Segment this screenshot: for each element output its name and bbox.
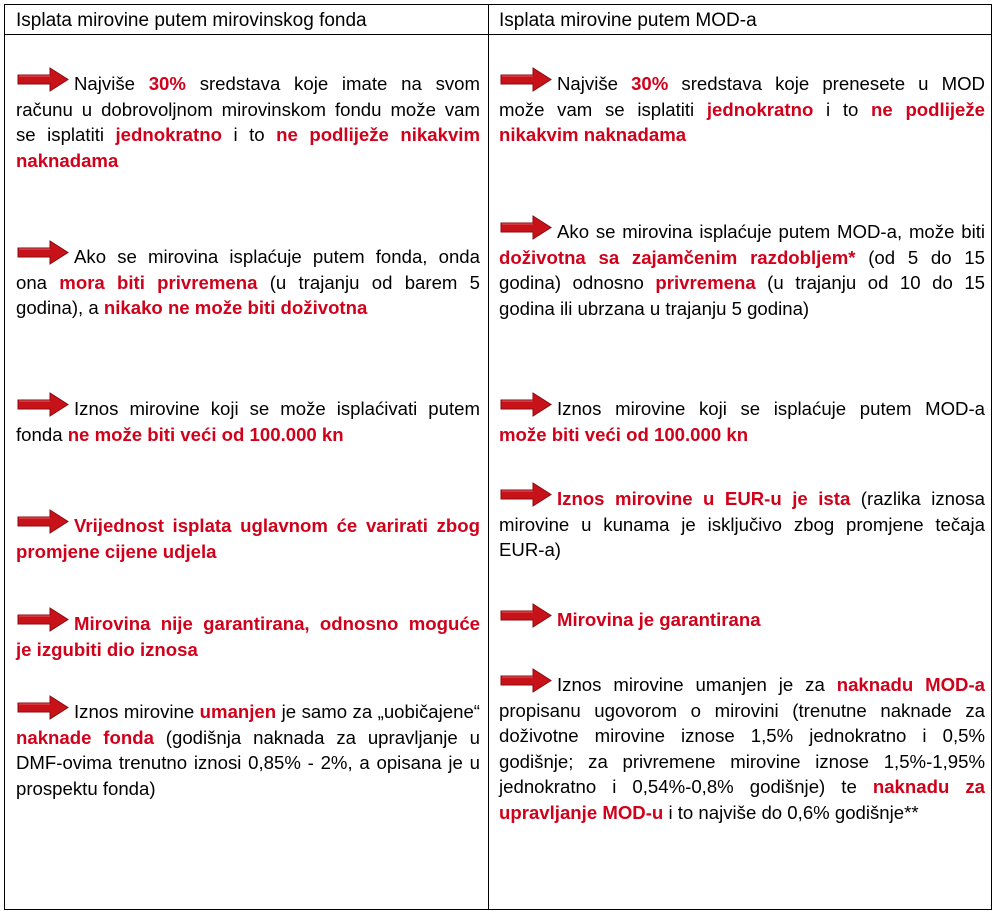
highlighted-text: naknadu za upravljanje MOD-u	[499, 776, 985, 823]
red-arrow-icon	[499, 482, 553, 507]
red-arrow-icon	[16, 695, 70, 720]
left-item: Ako se mirovina isplaćuje putem fonda, onda ona mora biti privremena (u trajanju od barem 5 godina), a nikako ne može biti doživotna	[16, 240, 480, 321]
red-arrow-icon	[16, 509, 70, 534]
right-item: Iznos mirovine u EUR-u je ista (razlika iznosa mirovine u kunama je isključivo zbog promjene tečaja EUR-a)	[499, 482, 985, 563]
highlighted-text: naknadu MOD-a	[836, 674, 985, 695]
highlighted-text: doživotna sa zajamčenim razdobljem*	[499, 246, 856, 268]
red-arrow-icon	[16, 607, 70, 632]
right-item	[499, 603, 985, 633]
highlighted-text: Iznos mirovine u EUR-u je ista	[557, 488, 851, 509]
left-item	[16, 509, 480, 564]
highlighted-text: ne podliježe nikakvim naknadama	[16, 124, 480, 171]
comparison-table	[4, 4, 992, 910]
red-arrow-icon	[16, 392, 70, 417]
red-arrow-icon	[16, 67, 70, 92]
highlighted-text: 30%	[148, 73, 186, 94]
highlighted-text: Mirovina nije garantirana, odnosno moguće je izgubiti dio iznosa	[16, 613, 480, 660]
highlighted-text: privremena	[655, 272, 756, 293]
highlighted-text: Mirovina je garantirana	[557, 609, 761, 630]
highlighted-text: može biti veći od 100.000 kn	[499, 423, 749, 445]
left-item: Iznos mirovine koji se može isplaćivati putem fonda ne može biti veći od 100.000 kn	[16, 392, 480, 447]
highlighted-text: umanjen	[199, 701, 277, 722]
highlighted-text: jednokratno	[115, 124, 222, 145]
left-item: Iznos mirovine umanjen je samo za „uobičajene“ naknade fonda (godišnja naknada za upravljanje u DMF-ovima trenutno iznosi 0,85% - 2%, a opisana je u prospektu fonda)	[16, 695, 480, 801]
column-divider	[488, 5, 489, 909]
highlighted-text: ne može biti veći od 100.000 kn	[67, 423, 344, 445]
highlighted-text: nikako ne može biti doživotna	[103, 297, 368, 318]
left-item: Najviše 30% sredstava koje imate na svom računu u dobrovoljnom mirovinskom fondu može vam se isplatiti jednokratno i to ne podliježe nikakvim naknadama	[16, 67, 480, 173]
left-item	[16, 607, 480, 662]
header-left: Isplata mirovine putem mirovinskog fonda	[16, 10, 367, 31]
highlighted-text: ne podliježe nikakvim naknadama	[499, 98, 985, 145]
red-arrow-icon	[499, 668, 553, 693]
red-arrow-icon	[16, 240, 70, 265]
header-right: Isplata mirovine putem MOD-a	[499, 10, 757, 31]
red-arrow-icon	[499, 215, 553, 240]
right-item: Najviše 30% sredstava koje prenesete u MOD može vam se isplatiti jednokratno i to ne podliježe nikakvim naknadama	[499, 67, 985, 148]
highlighted-text: Vrijednost isplata uglavnom će varirati zbog promjene cijene udjela	[16, 515, 480, 562]
right-item: Ako se mirovina isplaćuje putem MOD-a, može biti doživotna sa zajamčenim razdobljem* (od 5 do 15 godina) odnosno privremena (u trajanju od 10 do 15 godina ili ubrzana u trajanju 5 godina)	[499, 215, 985, 321]
right-item: Iznos mirovine umanjen je za naknadu MOD-a propisanu ugovorom o mirovini (trenutne naknade za doživotne mirovine iznose 1,5% jednokratno i 0,5% godišnje; za privremene mirovine iznose 1,5%-1,95% jednokratno i 0,54%-0,8% godišnje) te naknadu za upravljanje MOD-u i to najviše do 0,6% godišnje**	[499, 668, 985, 825]
red-arrow-icon	[499, 67, 553, 92]
highlighted-text: jednokratno	[706, 98, 814, 120]
red-arrow-icon	[499, 392, 553, 417]
right-item: Iznos mirovine koji se isplaćuje putem MOD-a može biti veći od 100.000 kn	[499, 392, 985, 447]
highlighted-text: 30%	[631, 73, 669, 94]
highlighted-text: mora biti privremena	[59, 271, 258, 293]
red-arrow-icon	[499, 603, 553, 628]
highlighted-text: naknade fonda	[16, 726, 154, 748]
header-divider	[5, 34, 991, 35]
